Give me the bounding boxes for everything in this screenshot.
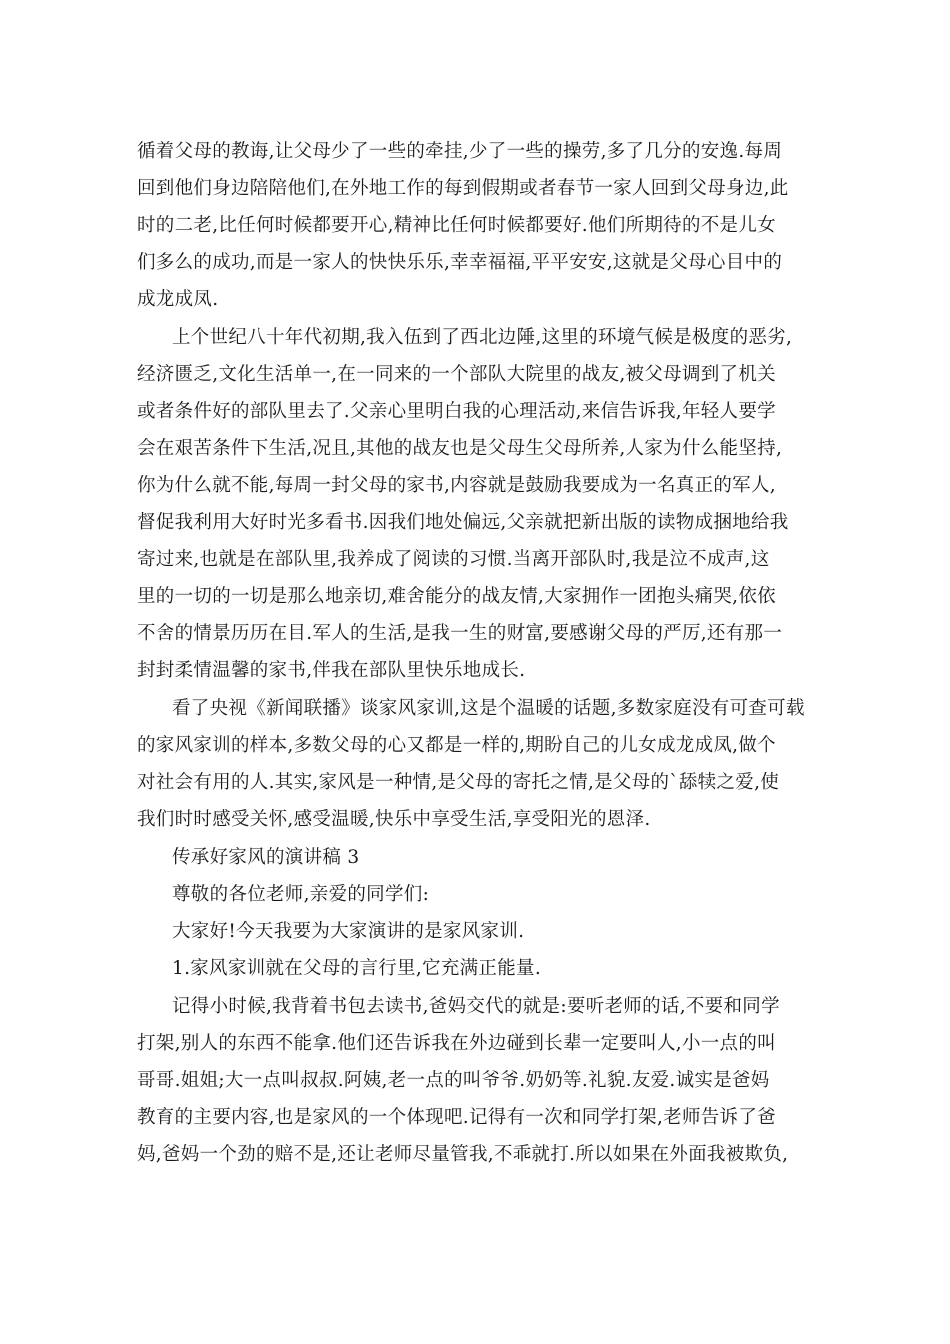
text-line: 回到他们身边陪陪他们,在外地工作的每到假期或者春节一家人回到父母身边,此: [137, 178, 789, 199]
text-line: 1.家风家训就在父母的言行里,它充满正能量.: [172, 958, 542, 979]
text-line: 里的一切的一切是那么地亲切,难舍能分的战友情,大家拥作一团抱头痛哭,依依: [137, 586, 776, 607]
text-line: 成龙成凤.: [137, 289, 219, 310]
text-line: 大家好!今天我要为大家演讲的是家风家训.: [172, 921, 525, 942]
text-line: 妈,爸妈一个劲的赔不是,还让老师尽量管我,不乖就打.所以如果在外面我被欺负,: [137, 1144, 789, 1165]
text-line: 哥哥.姐姐;大一点叫叔叔.阿姨,老一点的叫爷爷.奶奶等.礼貌.友爱.诚实是爸妈: [137, 1070, 770, 1091]
text-line: 对社会有用的人.其实,家风是一种情,是父母的寄托之情,是父母的`舔犊之爱,使: [137, 772, 780, 793]
text-line: 寄过来,也就是在部队里,我养成了阅读的习惯.当离开部队时,我是泣不成声,这: [137, 549, 770, 570]
text-line: 的家风家训的样本,多数父母的心又都是一样的,期盼自己的儿女成龙成凤,做个: [137, 735, 776, 756]
text-line: 封封柔情温馨的家书,伴我在部队里快乐地成长.: [137, 660, 526, 681]
text-line: 或者条件好的部队里去了.父亲心里明白我的心理活动,来信告诉我,年轻人要学: [137, 401, 776, 422]
text-line: 时的二老,比任何时候都要开心,精神比任何时候都要好.他们所期待的不是儿女: [137, 215, 776, 236]
text-line: 打架,别人的东西不能拿.他们还告诉我在外边碰到长辈一定要叫人,小一点的叫: [137, 1033, 776, 1054]
text-line: 督促我利用大好时光多看书.因我们地处偏远,父亲就把新出版的读物成捆地给我: [137, 512, 789, 533]
text-line: 上个世纪八十年代初期,我入伍到了西北边陲,这里的环境气候是极度的恶劣,: [172, 327, 793, 348]
text-line: 不舍的情景历历在目.军人的生活,是我一生的财富,要感谢父母的严厉,还有那一: [137, 623, 783, 644]
text-line: 看了央视《新闻联播》谈家风家训,这是个温暖的话题,多数家庭没有可查可载: [172, 698, 805, 719]
text-line: 循着父母的教诲,让父母少了一些的牵挂,少了一些的操劳,多了几分的安逸.每周: [137, 141, 783, 162]
text-line: 们多么的成功,而是一家人的快快乐乐,幸幸福福,平平安安,这就是父母心目中的: [137, 252, 783, 273]
text-line: 你为什么就不能,每周一封父母的家书,内容就是鼓励我要成为一名真正的军人,: [137, 475, 776, 496]
text-line: 经济匮乏,文化生活单一,在一同来的一个部队大院里的战友,被父母调到了机关: [137, 364, 776, 385]
text-line: 记得小时候,我背着书包去读书,爸妈交代的就是:要听老师的话,不要和同学: [172, 996, 780, 1017]
text-line: 我们时时感受关怀,感受温暖,快乐中享受生活,享受阳光的恩泽.: [137, 809, 651, 830]
text-line: 会在艰苦条件下生活,况且,其他的战友也是父母生父母所养,人家为什么能坚持,: [137, 438, 783, 459]
text-line: 教育的主要内容,也是家风的一个体现吧.记得有一次和同学打架,老师告诉了爸: [137, 1107, 776, 1128]
section-title: 传承好家风的演讲稿 3: [172, 847, 360, 868]
text-line: 尊敬的各位老师,亲爱的同学们:: [172, 884, 430, 905]
